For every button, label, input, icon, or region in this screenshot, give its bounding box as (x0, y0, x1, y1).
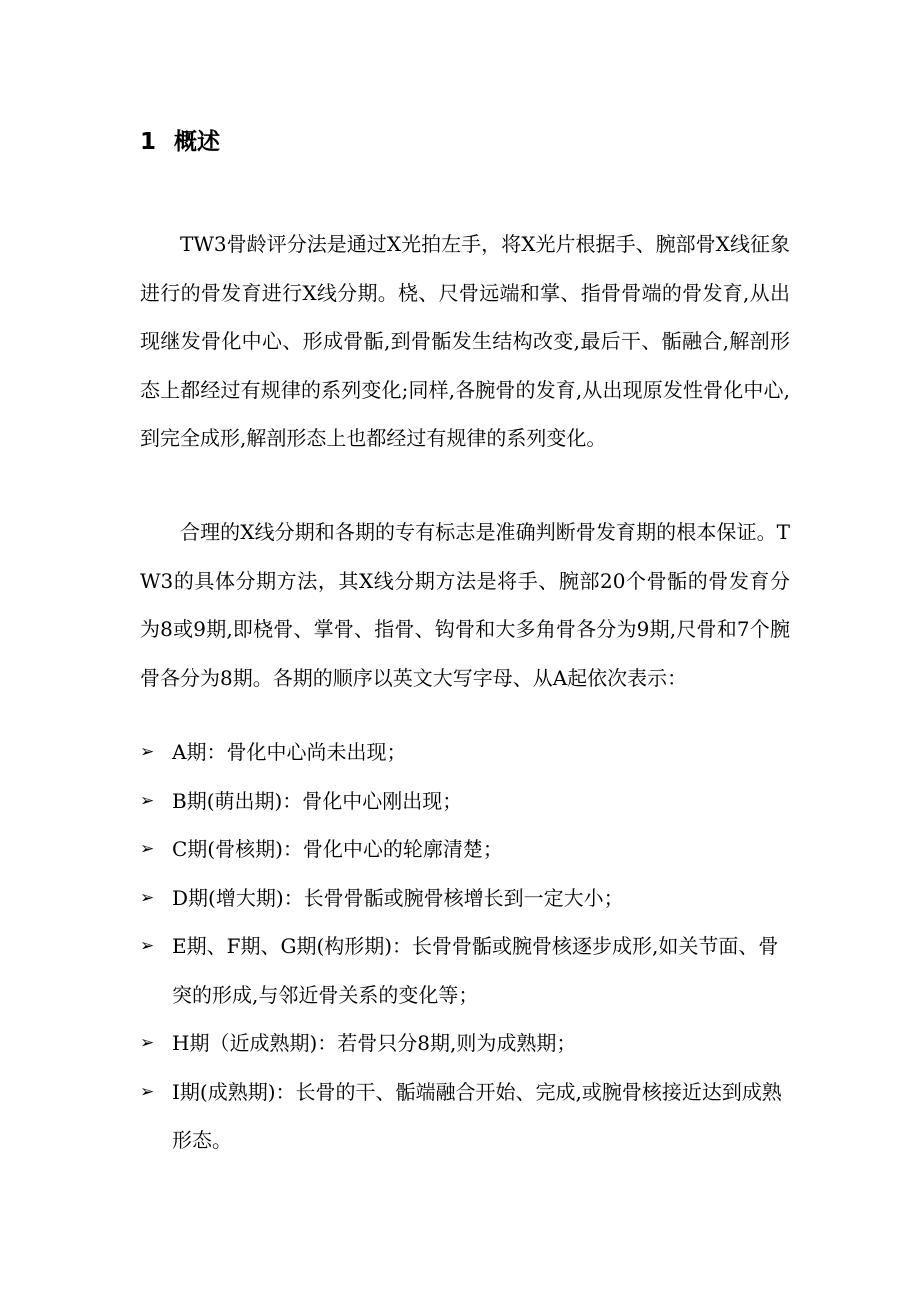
list-item-text: E期、F期、G期(构形期)：长骨骨骺或腕骨核逐步成形,如关节面、骨突的形成,与邻近骨关系的变化等； (172, 934, 779, 1007)
section-number: 1 (140, 129, 157, 155)
list-item (140, 728, 790, 777)
body-paragraph: 合理的X线分期和各期的专有标志是准确判断骨发育期的根本保证。TW3的具体分期方法，其X线分期方法是将手、腕部20个骨骺的骨发育分为8或9期,即桡骨、掌骨、指骨、钩骨和大多角骨各分为9期,尺骨和7个腕骨各分为8期。各期的顺序以英文大写字母、从A起依次表示： (140, 520, 790, 690)
section-heading (140, 120, 220, 164)
stage-list (140, 728, 790, 1165)
list-item (140, 922, 790, 1019)
body-paragraph: TW3骨龄评分法是通过X光拍左手，将X光片根据手、腕部骨X线征象进行的骨发育进行X线分期。桡、尺骨远端和掌、指骨骨端的骨发育,从出现继发骨化中心、形成骨骺,到骨骺发生结构改变,最后干、骺融合,解剖形态上都经过有规律的系列变化;同样,各腕骨的发育,从出现原发性骨化中心,到完全成形,解剖形态上也都经过有规律的系列变化。 (140, 232, 790, 450)
list-item-text: A期：骨化中心尚未出现； (172, 740, 407, 764)
list-item-text: C期(骨核期)：骨化中心的轮廓清楚； (172, 837, 503, 861)
list-item (140, 1019, 790, 1068)
arrowhead-bullet-icon: ➢ (140, 1081, 155, 1102)
list-item (140, 1068, 790, 1165)
arrowhead-bullet-icon: ➢ (140, 887, 155, 908)
list-item-text: H期（近成熟期)：若骨只分8期,则为成熟期； (172, 1031, 577, 1055)
arrowhead-bullet-icon: ➢ (140, 1033, 155, 1053)
arrowhead-bullet-icon: ➢ (140, 742, 155, 762)
arrowhead-bullet-icon: ➢ (140, 790, 155, 811)
list-item-text: I期(成熟期)：长骨的干、骺端融合开始、完成,或腕骨核接近达到成熟形态。 (172, 1079, 782, 1152)
list-item (140, 874, 790, 923)
list-item-text: B期(萌出期)：骨化中心刚出现； (172, 788, 463, 813)
section-title: 概述 (174, 129, 220, 155)
list-item-text: D期(增大期)：长骨骨骺或腕骨核增长到一定大小； (172, 885, 624, 910)
list-item (140, 777, 790, 826)
list-item (140, 825, 790, 874)
arrowhead-bullet-icon: ➢ (140, 839, 155, 859)
arrowhead-bullet-icon: ➢ (140, 936, 155, 956)
